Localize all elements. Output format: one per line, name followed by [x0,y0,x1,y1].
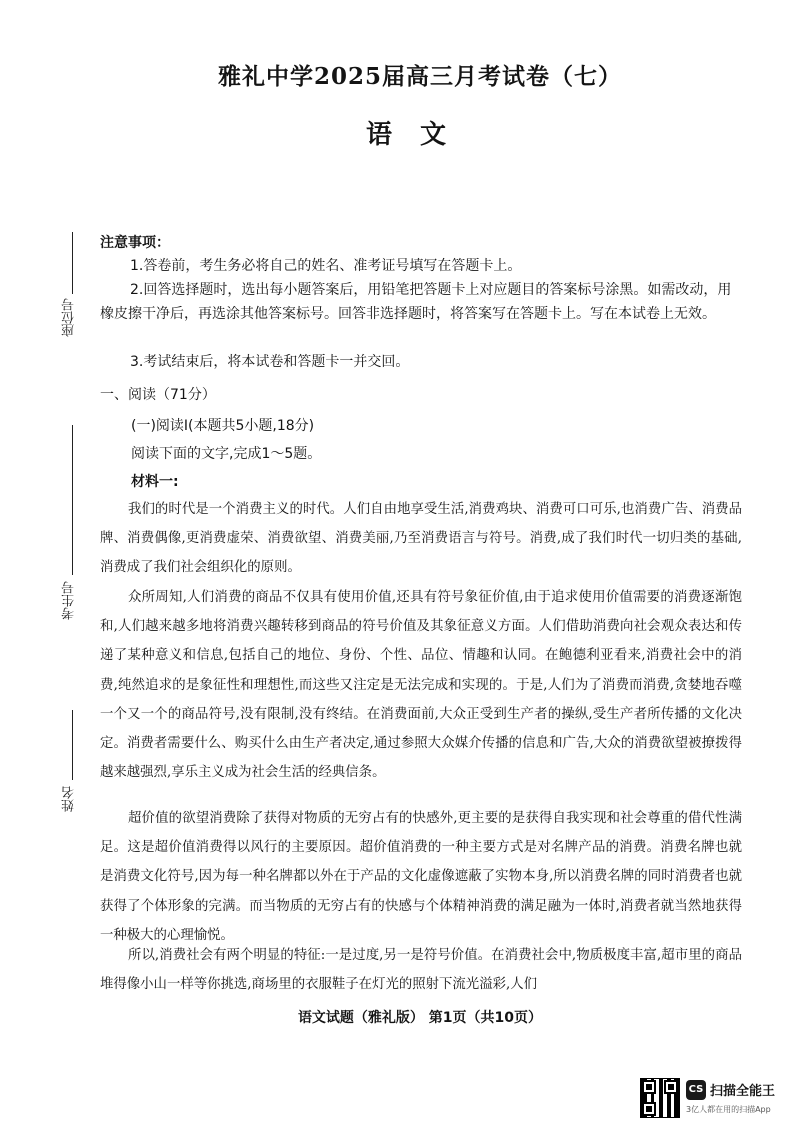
notice-item: 3.考试结束后，将本试卷和答题卡一并交回。 [130,354,410,370]
camscanner-logo-icon: CS [686,1080,706,1100]
candidate-number-field [60,425,84,635]
notice-item: 2.回答选择题时，选出每小题答案后，用铅笔把答题卡上对应题目的答案标号涂黑。如需改动，用橡皮擦干净后，再选涂其他答案标号。回答非选择题时，将答案写在答题卡上。写在本试卷上无效。 [100,282,732,322]
brand-tagline: 3亿人都在用的扫描App [686,1105,771,1114]
scanner-watermark [640,1078,790,1120]
qr-code-icon [640,1078,680,1118]
seat-number-line [72,232,73,294]
notice-item: 1.答卷前，考生务必将自己的姓名、准考证号填写在答题卡上。 [130,258,522,274]
reading-instruction: 阅读下面的文字,完成1～5题。 [131,446,322,462]
seat-number-label: 座位号 [62,298,77,337]
candidate-number-label: 考生号 [62,581,77,620]
section-heading: 一、阅读（71分） [100,387,216,403]
candidate-number-line [72,425,73,575]
exam-title: 雅礼中学2025届高三月考试卷（七） [217,63,622,90]
brand-name: 扫描全能王 [710,1084,776,1099]
name-field [60,710,84,820]
notice-heading: 注意事项： [100,235,170,251]
passage-paragraph: 超价值的欲望消费除了获得对物质的无穷占有的快感外,更主要的是获得自我实现和社会尊重的借代性满足。这是超价值消费得以风行的主要原因。超价值消费的一种主要方式是对名牌产品的消费。消费名牌也就是消费文化符号,因为每一种名牌都以外在于产品的文化虚像遮蔽了实物本身,所以消费名牌的同时消费者也就获得了个体形象的完满。而当物质的无穷占有的快感与个体精神消费的满足融为一体时,消费者就当然地获得一种极大的心理愉悦。 [100,811,742,943]
name-label: 姓名 [62,786,77,812]
passage-paragraph: 众所周知,人们消费的商品不仅具有使用价值,还具有符号象征价值,由于追求使用价值需要的消费逐渐饱和,人们越来越多地将消费兴趣转移到商品的符号价值及其象征意义方面。人们借助消费向社会观众表达和传递了某种意义和信息,包括自己的地位、身份、个性、品位、情趣和认同。在鲍德利亚看来,消费社会中的消费,纯然追求的是象征性和理想性,而这些又注定是无法完成和实现的。于是,人们为了消费而消费,贪婪地吞噬一个又一个的商品符号,没有限制,没有终结。在消费面前,大众正受到生产者的操纵,受生产者所传播的文化决定。消费者需要什么、购买什么由生产者决定,通过参照大众媒介传播的信息和广告,大众的消费欲望被撩拨得越来越强烈,享乐主义成为社会生活的经典信条。 [100,590,742,781]
subject-title: 语文 [365,120,474,150]
seat-number-field [60,232,84,362]
page-footer: 语文试题（雅礼版） 第1页（共10页） [297,1010,543,1026]
subsection-heading: (一)阅读Ⅰ(本题共5小题,18分) [131,418,315,434]
material-label: 材料一: [131,474,179,490]
passage-paragraph: 所以,消费社会有两个明显的特征:一是过度,另一是符号价值。在消费社会中,物质极度丰富,超市里的商品堆得像小山一样等你挑选,商场里的衣服鞋子在灯光的照射下流光溢彩,人们 [100,948,742,993]
passage-paragraph: 我们的时代是一个消费主义的时代。人们自由地享受生活,消费鸡块、消费可口可乐,也消费广告、消费品牌、消费偶像,更消费虚荣、消费欲望、消费美丽,乃至消费语言与符号。消费,成了我们时代一切归类的基础,消费成了我们社会组织化的原则。 [100,502,742,576]
name-line [72,710,73,780]
